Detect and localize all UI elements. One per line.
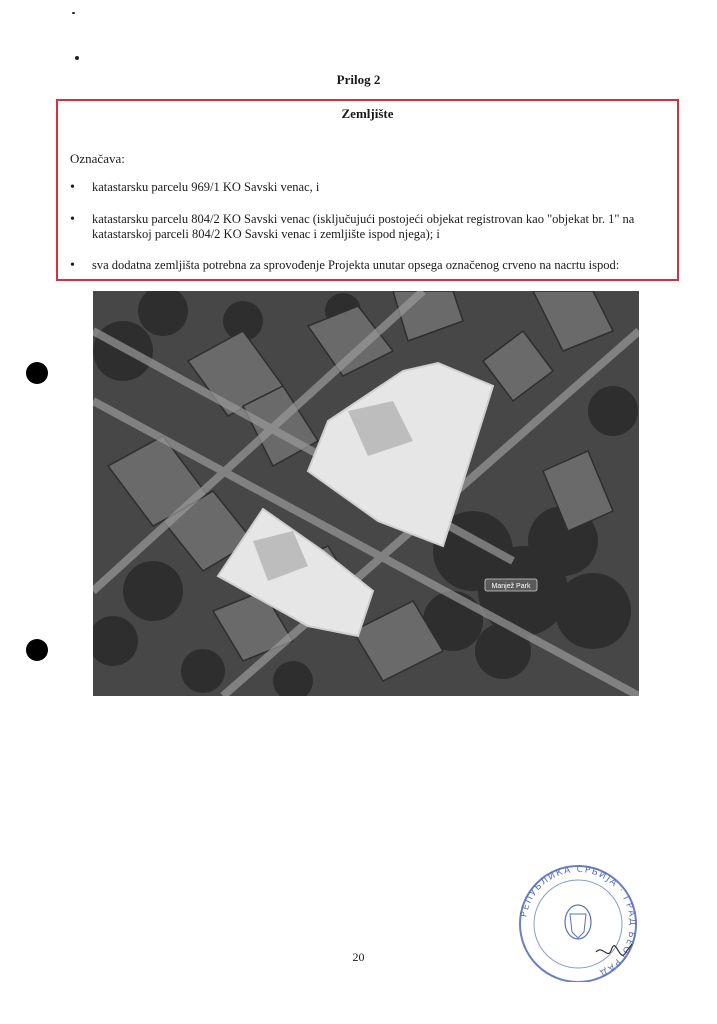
scan-speck bbox=[72, 12, 75, 14]
svg-text:РЕПУБЛИКА СРБИЈА · ГРАД БЕОГРА bbox=[519, 865, 637, 978]
list-item: • katastarsku parcelu 969/1 KO Savski venac, i bbox=[70, 180, 670, 195]
park-label: Manjež Park bbox=[491, 583, 531, 590]
seal-text: РЕПУБЛИКА СРБИЈА · ГРАД БЕОГРАД bbox=[519, 864, 638, 979]
aerial-map bbox=[93, 291, 639, 696]
list-item: • sva dodatna zemljišta potrebna za sprovođenje Projekta unutar opsega označenog crveno na nacrtu ispod: bbox=[70, 258, 670, 273]
parcel-list bbox=[70, 180, 670, 273]
punch-hole-top bbox=[26, 362, 48, 384]
land-description-box bbox=[56, 99, 679, 281]
official-seal bbox=[508, 852, 648, 982]
list-item: • katastarsku parcelu 804/2 KO Savski venac (isključujući postojeći objekat registrovan kao "objekat br. 1" na katastarskoj parceli 804/2 KO Savski venac i zemljište ispod njega); i bbox=[70, 212, 670, 242]
page-number: 20 bbox=[352, 950, 365, 964]
aerial-map-drawing bbox=[93, 291, 639, 696]
section-title: Zemljište bbox=[341, 106, 394, 121]
page-heading: Prilog 2 bbox=[336, 72, 381, 87]
intro-text: Označava: bbox=[70, 151, 125, 166]
punch-hole-bottom bbox=[26, 639, 48, 661]
scan-speck bbox=[75, 56, 79, 60]
